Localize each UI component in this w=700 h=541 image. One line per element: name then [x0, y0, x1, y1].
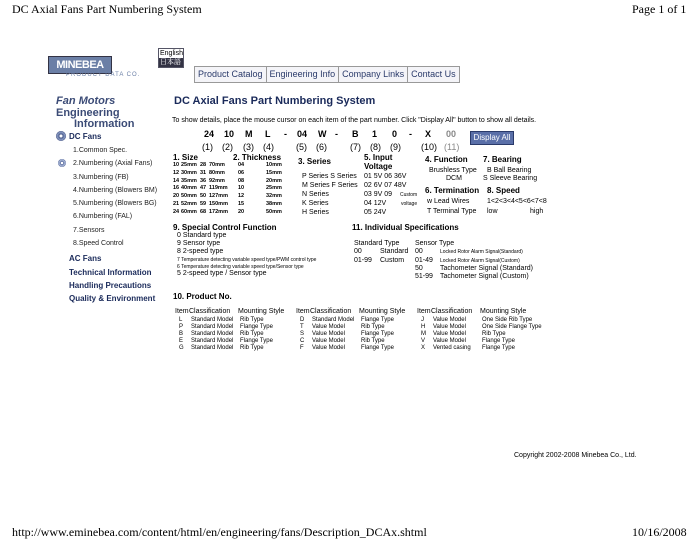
product-no-cell: P	[179, 324, 184, 330]
pn-index: (7)	[350, 142, 361, 152]
nav-contact-us[interactable]: Contact Us	[411, 69, 456, 79]
special-row: 0 Standard type	[177, 232, 227, 239]
size-cell: 28	[200, 162, 207, 168]
product-no-header: Mounting Style	[238, 308, 285, 315]
product-no-cell: Rib Type	[240, 331, 264, 337]
pn-index: (6)	[316, 142, 327, 152]
pn-index: (1)	[202, 142, 213, 152]
voltage-row: 04 12V	[364, 200, 387, 207]
sidebar-quality-environment[interactable]: Quality & Environment	[69, 294, 156, 303]
individual-sensor-desc: Locked Rotor Alarm Signal(Standard)	[440, 249, 523, 255]
series-row: N Series	[302, 191, 329, 198]
lang-english[interactable]: English	[160, 50, 183, 57]
size-cell: 16	[173, 185, 180, 192]
series-row: H Series	[302, 209, 329, 216]
size-cell: 150mm	[209, 201, 228, 207]
thickness-cell: 20mm	[266, 177, 282, 184]
pn-series[interactable]: M	[245, 129, 253, 139]
individual-std-head: Standard Type	[354, 240, 400, 247]
sidebar-item-speed-control[interactable]: 8.Speed Control	[73, 240, 124, 247]
size-cell: 30mm	[181, 169, 197, 176]
individual-title: 11. Individual Specifications	[352, 223, 459, 232]
product-no-cell: D	[300, 317, 305, 323]
size-cell: 24	[173, 208, 180, 215]
product-no-cell: Value Model	[433, 331, 466, 337]
function-line: DCM	[446, 175, 462, 182]
product-no-cell: Vented casing	[433, 345, 471, 351]
size-cell: 47	[200, 185, 207, 192]
product-no-table	[175, 308, 575, 352]
pn-individual[interactable]: 00	[446, 129, 457, 139]
product-no-header: Item	[296, 308, 310, 315]
sidebar-ac-fans[interactable]: AC Fans	[69, 254, 102, 263]
bearing-line: S Sleeve Bearing	[483, 175, 538, 182]
thickness-cell: 04	[238, 162, 245, 168]
speed-high: high	[530, 208, 544, 215]
thickness-cell: 38mm	[266, 201, 282, 207]
size-cell: 21	[173, 201, 180, 207]
product-no-cell: V	[421, 338, 426, 344]
termination-line: T Terminal Type	[427, 208, 477, 215]
special-row: 9 Sensor type	[177, 240, 221, 247]
bearing-line: B Ball Bearing	[487, 167, 532, 174]
sidebar-dc-fans[interactable]: DC Fans	[69, 132, 102, 141]
thickness-cell: 15mm	[266, 169, 282, 176]
voltage-row: 02 6V 07 48V	[364, 182, 407, 189]
lang-japanese[interactable]: 日本語	[160, 59, 181, 66]
sidebar-information: Information	[74, 118, 135, 130]
product-no-cell: Rib Type	[240, 345, 264, 351]
pn-index: (8)	[370, 142, 381, 152]
print-page-number: Page 1 of 1	[632, 2, 687, 16]
pn-special[interactable]: 0	[392, 129, 398, 139]
speed-line: 1<2<3<4<5<6<7<8	[487, 198, 547, 205]
product-no-cell: Value Model	[433, 338, 466, 344]
bearing-title: 7. Bearing	[483, 155, 522, 164]
product-no-cell: J	[421, 317, 424, 323]
size-cell: 80mm	[209, 169, 225, 176]
series-row: K Series	[302, 200, 329, 207]
product-no-header: Item	[417, 308, 431, 315]
individual-sensor-code: 00	[415, 248, 423, 255]
product-no-cell: Flange Type	[482, 345, 515, 351]
product-no-cell: One Side Flange Type	[482, 324, 542, 330]
sidebar-item-numbering-bm[interactable]: 4.Numbering (Blowers BM)	[73, 187, 158, 194]
product-no-cell: G	[179, 345, 184, 351]
product-no-title: 10. Product No.	[173, 292, 232, 301]
function-title: 4. Function	[425, 155, 468, 164]
size-cell: 60mm	[181, 208, 197, 215]
fan-icon	[56, 131, 66, 141]
size-cell: 119mm	[209, 185, 228, 192]
individual-sensor-code: 51-99	[415, 273, 433, 280]
thickness-cell: 50mm	[266, 208, 282, 215]
product-no-cell: One Side Rib Type	[482, 317, 533, 323]
product-no-header: Mounting Style	[359, 308, 406, 315]
top-nav	[194, 66, 460, 83]
nav-company-links[interactable]: Company Links	[339, 67, 408, 82]
pn-dash: -	[335, 129, 338, 139]
special-row: 8 2-speed type	[177, 248, 224, 255]
product-no-header: Mounting Style	[480, 308, 527, 315]
product-no-cell: E	[179, 338, 184, 344]
thickness-cell: 25mm	[266, 185, 282, 192]
special-row: 7 Temperature detecting variable speed type/PWM control type	[177, 257, 317, 263]
product-no-cell: Flange Type	[240, 324, 273, 330]
size-cell: 50mm	[181, 193, 197, 200]
copyright: Copyright 2002-2008 Minebea Co., Ltd.	[514, 452, 637, 459]
product-no-cell: Standard Model	[191, 338, 234, 344]
product-no-cell: Rib Type	[240, 317, 264, 323]
sidebar-engineering: Engineering	[56, 107, 120, 119]
print-footer-url: http://www.eminebea.com/content/html/en/engineering/fans/Description_DCAx.shtml	[12, 525, 427, 539]
special-title: 9. Special Control Function	[173, 223, 277, 232]
pn-index: (5)	[296, 142, 307, 152]
pn-voltage[interactable]: 04	[297, 129, 308, 139]
termination-title: 6. Termination	[425, 186, 480, 195]
print-header-title: DC Axial Fans Part Numbering System	[12, 2, 202, 16]
product-no-cell: Value Model	[312, 331, 345, 337]
product-no-cell: X	[421, 345, 426, 351]
voltage-word: voltage	[401, 201, 418, 207]
speed-low: low	[487, 208, 498, 215]
product-no-cell: Value Model	[312, 324, 345, 330]
thickness-cell: 10mm	[266, 162, 282, 168]
thickness-cell: 08	[238, 177, 245, 184]
product-no-cell: S	[300, 331, 305, 337]
pn-thickness[interactable]: 10	[224, 129, 235, 139]
product-no-cell: Standard Model	[312, 317, 355, 323]
thickness-cell: 12	[238, 193, 245, 200]
thickness-cell: 20	[238, 208, 245, 215]
product-no-cell: F	[300, 345, 304, 351]
pn-bearing[interactable]: B	[352, 129, 359, 139]
product-no-cell: C	[300, 338, 305, 344]
series-row: M Series F Series	[302, 182, 358, 189]
function-line: Brushless Type	[429, 167, 477, 174]
logo-subtitle: PRODUCT DATA CO.	[66, 72, 141, 78]
instructions: To show details, place the mouse cursor on each item of the part number. Click "Display All" button to show all details.	[172, 117, 537, 124]
product-no-cell: Standard Model	[191, 331, 234, 337]
pn-index: (2)	[222, 142, 233, 152]
size-cell: 70mm	[209, 162, 225, 168]
voltage-title: 5. Input	[364, 153, 393, 162]
voltage-row: 05 24V	[364, 209, 387, 216]
size-cell: 12	[173, 169, 180, 176]
product-no-cell: Value Model	[433, 317, 466, 323]
pn-index: (10)	[421, 142, 438, 152]
size-cell: 59	[200, 201, 207, 207]
fan-icon	[58, 159, 66, 167]
sidebar-item-sensors[interactable]: 7.Sensors	[73, 227, 105, 234]
size-cell: 20	[173, 193, 180, 200]
individual-std-desc: Standard	[380, 248, 409, 255]
language-switcher[interactable]	[158, 48, 184, 68]
product-no-cell: T	[300, 324, 304, 330]
product-no-header: Classification	[189, 308, 231, 315]
product-no-cell: Standard Model	[191, 324, 234, 330]
product-no-cell: Flange Type	[361, 331, 394, 337]
size-cell: 127mm	[209, 193, 228, 200]
series-title: 3. Series	[298, 157, 331, 166]
thickness-cell: 32mm	[266, 193, 282, 200]
product-no-cell: Value Model	[312, 338, 345, 344]
pn-termination[interactable]: W	[318, 129, 327, 139]
individual-std-code: 00	[354, 248, 362, 255]
product-no-cell: L	[179, 317, 183, 323]
print-footer-date: 10/16/2008	[632, 525, 687, 539]
sidebar-item-common-spec[interactable]: 1.Common Spec.	[73, 147, 128, 154]
size-cell: 10	[173, 162, 180, 168]
pn-index: (11)	[444, 142, 460, 152]
thickness-title: 2. Thickness	[233, 153, 282, 162]
size-title: 1. Size	[173, 153, 198, 162]
product-no-cell: Rib Type	[361, 324, 385, 330]
size-cell: 14	[173, 177, 180, 184]
product-no-cell: Standard Model	[191, 345, 234, 351]
sidebar-item-numbering-axial[interactable]: 2.Numbering (Axial Fans)	[73, 160, 153, 167]
product-no-cell: Standard Model	[191, 317, 234, 323]
individual-sensor-desc: Tachometer Signal (Custom)	[440, 273, 529, 280]
pn-index: (9)	[390, 142, 401, 152]
size-cell: 40mm	[181, 185, 197, 192]
individual-sensor-desc: Locked Rotor Alarm Signal(Custom)	[440, 258, 520, 264]
product-no-cell: Value Model	[312, 345, 345, 351]
voltage-row: 03 9V 09	[364, 191, 393, 198]
individual-sensor-head: Sensor Type	[415, 240, 455, 247]
sidebar-item-numbering-fal[interactable]: 6.Numbering (FAL)	[73, 213, 133, 220]
size-cell: 31	[200, 169, 207, 176]
product-no-cell: Rib Type	[361, 338, 385, 344]
size-cell: 172mm	[209, 208, 228, 215]
individual-sensor-desc: Tachometer Signal (Standard)	[440, 265, 533, 272]
thickness-cell: 15	[238, 201, 245, 207]
minebea-logo[interactable]	[48, 56, 160, 80]
special-row: 5 2-speed type / Sensor type	[177, 270, 267, 277]
size-cell: 36	[200, 177, 207, 184]
product-no-cell: Flange Type	[361, 317, 394, 323]
sidebar-fan-motors: Fan Motors	[56, 95, 116, 107]
termination-line: w Lead Wires	[427, 198, 470, 205]
size-cell: 68	[200, 208, 207, 215]
product-no-cell: M	[421, 331, 426, 337]
product-no-cell: Value Model	[433, 324, 466, 330]
nav-engineering-info[interactable]: Engineering Info	[267, 67, 340, 82]
pn-speed[interactable]: 1	[372, 129, 378, 139]
product-no-header: Classification	[310, 308, 352, 315]
product-no-cell: B	[179, 331, 184, 337]
size-cell: 25mm	[181, 162, 197, 168]
product-no-cell: Rib Type	[482, 331, 506, 337]
series-row: P Series S Series	[302, 173, 357, 180]
size-cell: 50	[200, 193, 207, 200]
pn-function[interactable]: L	[265, 129, 271, 139]
product-no-cell: H	[421, 324, 426, 330]
sidebar-item-numbering-fb[interactable]: 3.Numbering (FB)	[73, 174, 129, 181]
pn-index: (4)	[263, 142, 274, 152]
voltage-custom: Custom	[400, 192, 418, 198]
size-cell: 92mm	[209, 177, 225, 184]
nav-product-catalog[interactable]: Product Catalog	[195, 67, 267, 82]
individual-std-code: 01-99	[354, 257, 372, 264]
individual-sensor-code: 01-49	[415, 257, 433, 264]
product-no-cell: Flange Type	[482, 338, 515, 344]
product-no-header: Item	[175, 308, 189, 315]
product-no-header: Classification	[431, 308, 473, 315]
individual-sensor-code: 50	[415, 265, 423, 272]
page-title: DC Axial Fans Part Numbering System	[174, 95, 376, 107]
pn-product-no[interactable]: X	[425, 129, 432, 139]
logo-brand: MINEBEA	[56, 59, 104, 71]
voltage-row: 01 5V 06 36V	[364, 173, 407, 180]
product-no-cell: Flange Type	[240, 338, 273, 344]
pn-index: (3)	[243, 142, 254, 152]
speed-title: 8. Speed	[487, 186, 520, 195]
sidebar-technical-info[interactable]: Technical Information	[69, 268, 152, 277]
pn-dash: -	[409, 129, 412, 139]
display-all-button[interactable]: Display All	[470, 131, 514, 145]
sidebar-item-numbering-bg[interactable]: 5.Numbering (Blowers BG)	[73, 200, 157, 207]
size-cell: 52mm	[181, 201, 197, 207]
thickness-cell: 10	[238, 185, 245, 192]
special-row: 6 Temperature detecting variable speed type/Sensor type	[177, 264, 304, 270]
product-no-cell: Flange Type	[361, 345, 394, 351]
sidebar-handling-precautions[interactable]: Handling Precautions	[69, 281, 152, 290]
pn-size[interactable]: 24	[204, 129, 215, 139]
size-cell: 35mm	[181, 177, 197, 184]
thickness-cell: 06	[238, 169, 245, 176]
voltage-title-2: Voltage	[364, 162, 393, 171]
individual-std-desc: Custom	[380, 257, 405, 264]
pn-dash: -	[284, 129, 287, 139]
